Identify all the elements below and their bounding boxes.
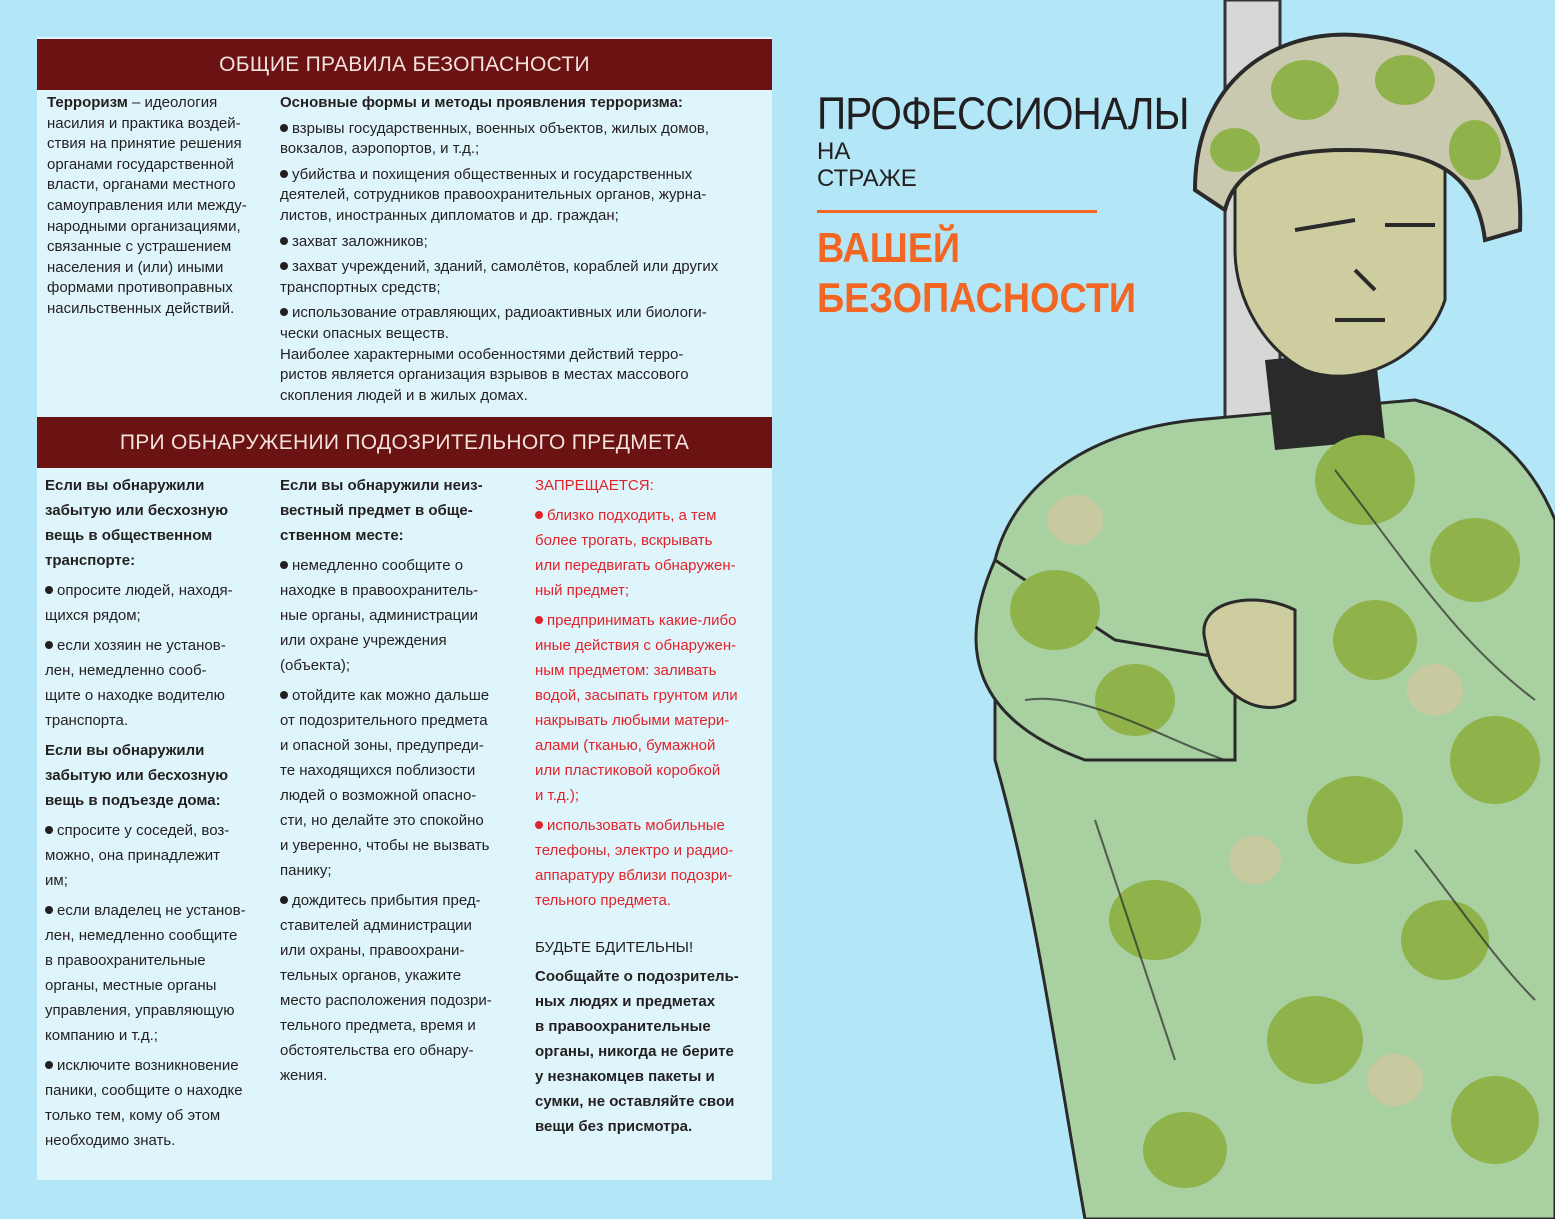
bullet-icon <box>45 586 53 594</box>
forms-title: Основные формы и методы проявления терроризма: <box>280 94 683 111</box>
list-item: захват заложников; <box>280 232 770 253</box>
title-line-safety: БЕЗОПАСНОСТИ <box>817 274 1137 321</box>
column-found-item <box>45 473 270 1153</box>
list-item: использовать мобильные телефоны, электро и радио- аппаратуру вблизи подозри- тельного предмета. <box>535 817 734 909</box>
bullet-icon <box>280 896 288 904</box>
bullet-icon <box>45 906 53 914</box>
subheading-public-place: Если вы обнаружили неиз- вестный предмет в обще- ственном месте: <box>280 477 483 544</box>
section-header-suspicious-object: ПРИ ОБНАРУЖЕНИИ ПОДОЗРИТЕЛЬНОГО ПРЕДМЕТА <box>37 417 772 468</box>
section-header-general-rules: ОБЩИЕ ПРАВИЛА БЕЗОПАСНОСТИ <box>37 39 772 90</box>
bullet-icon <box>280 691 288 699</box>
definition-term: Терроризм <box>47 94 128 111</box>
list-item: отойдите как можно дальше от подозрительного предмета и опасной зоны, предупреди- те находящихся поблизости людей о возможной опасно- сти, но делайте это спокойно и уверенно, чтобы не вызвать панику; <box>280 687 490 879</box>
vigilance-text: Сообщайте о подозритель- ных людях и предметах в правоохранительные органы, никогда не берите у незнакомцев пакеты и сумки, не оставляйте свои вещи без присмотра. <box>535 968 739 1135</box>
bullet-icon <box>45 826 53 834</box>
subheading-public-transport: Если вы обнаружили забытую или бесхозную вещь в общественном транспорте: <box>45 477 229 569</box>
list-item: близко подходить, а тем более трогать, вскрывать или передвигать обнаружен- ный предмет; <box>535 507 736 599</box>
list-item: опросите людей, находя- щихся рядом; <box>45 582 233 624</box>
list-item: спросите у соседей, воз- можно, она принадлежит им; <box>45 822 230 889</box>
note-paragraph: Наиболее характерными особенностями действий терро- ристов является организация взрывов в местах массового скопления людей и в жилых домах. <box>280 345 689 404</box>
list-item: немедленно сообщите о находке в правоохранитель- ные органы, администрации или охране учреждения (объекта); <box>280 557 479 674</box>
bullet-icon <box>280 124 288 132</box>
column-unknown-object <box>280 473 520 1088</box>
list-item: убийства и похищения общественных и государственных деятелей, сотрудников правоохранительных органов, журна- листов, иностранных дипломатов и др. граждан; <box>280 165 707 224</box>
list-item: предпринимать какие-либо иные действия с обнаружен- ным предметом: заливать водой, засыпать грунтом или накрывать любыми матери- алами (тканью, бумажной или пластиковой коробкой и т.д.); <box>535 612 738 804</box>
title-line-your: ВАШЕЙ <box>817 224 961 271</box>
list-item: исключите возникновение паники, сообщите о находке только тем, кому об этом необходимо знать. <box>45 1057 243 1149</box>
bullet-icon <box>280 308 288 316</box>
bullet-icon <box>45 641 53 649</box>
bullet-icon <box>535 616 543 624</box>
terrorism-definition: Терроризм – идеология насилия и практика воздей- ствия на принятие решения органами государственной власти, органами местного самоуправления или между- народными организациями, связанные с устрашением населения и (или) иными формами противоправных насильственных действий. <box>47 94 247 317</box>
bullet-icon <box>535 821 543 829</box>
list-item: захват учреждений, зданий, самолётов, кораблей или других транспортных средств; <box>280 258 719 296</box>
bullet-icon <box>535 511 543 519</box>
list-item: взрывы государственных, военных объектов, жилых домов, вокзалов, аэропортов, и т.д.; <box>280 119 710 158</box>
list-item: если владелец не установ- лен, немедленно сообщите в правоохранительные органы, местные органы управления, управляющую компанию и т.д.; <box>45 902 246 1044</box>
column-prohibited <box>535 473 770 1139</box>
title-line-professionals: ПРОФЕССИОНАЛЫ <box>817 88 1189 139</box>
title-line-guard: СТРАЖЕ <box>817 165 917 192</box>
bullet-icon <box>280 561 288 569</box>
terrorism-forms <box>280 93 770 406</box>
title-line-na: НА <box>817 138 851 165</box>
list-item: дождитесь прибытия пред- ставителей администрации или охраны, правоохрани- тельных органов, укажите место расположения подозри- тельного предмета, время и обстоятельства его обнару- жения. <box>280 892 492 1084</box>
safety-rules-panel <box>37 37 772 1180</box>
bullet-icon <box>280 237 288 245</box>
soldier-illustration <box>935 0 1555 1219</box>
bullet-icon <box>280 262 288 270</box>
prohibited-heading: ЗАПРЕЩАЕТСЯ: <box>535 477 654 494</box>
subheading-entrance: Если вы обнаружили забытую или бесхозную вещь в подъезде дома: <box>45 742 229 809</box>
bullet-icon <box>45 1061 53 1069</box>
list-item: использование отравляющих, радиоактивных или биологи- чески опасных веществ. <box>280 304 707 342</box>
list-item: если хозяин не установ- лен, немедленно сооб- щите о находке водителю транспорта. <box>45 637 226 729</box>
bullet-icon <box>280 170 288 178</box>
vigilance-heading: БУДЬТЕ БДИТЕЛЬНЫ! <box>535 939 694 956</box>
